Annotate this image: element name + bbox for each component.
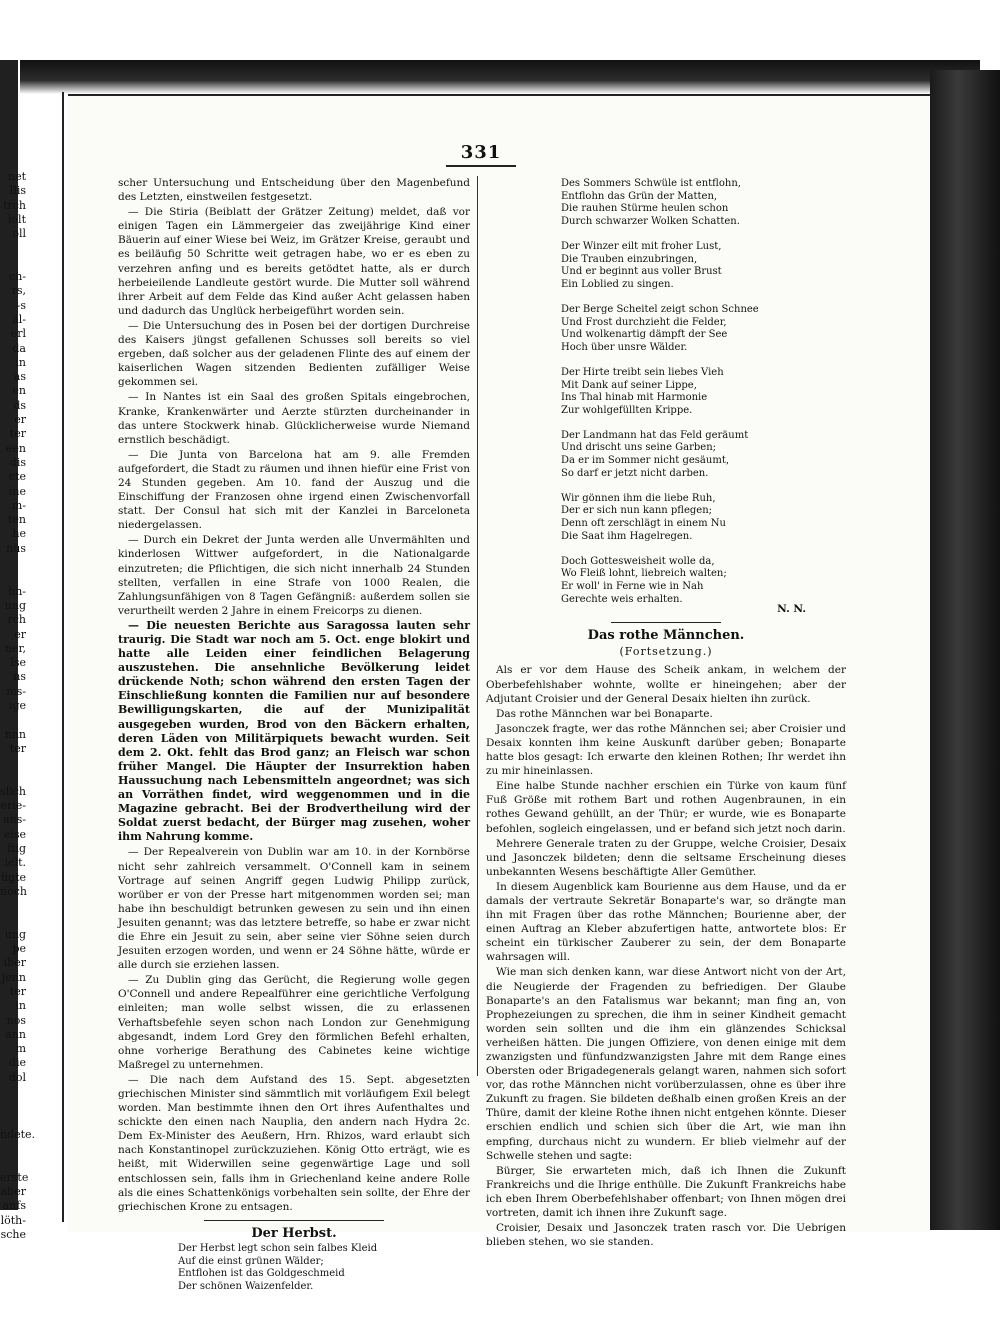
margin-fragment	[0, 770, 26, 784]
news-item: — Zu Dublin ging das Gerücht, die Regierung wolle gegen O'Connell und andere Repealführer eine gerichtliche Verfolgung einleiten; man wolle selbst wissen, die zu erlassenen Verhaftsbefehle seyen schon nach London zur Genehmigung abgesandt, indem Lord Grey den förmlichen Befehl erhalten, ohne vorherige Berathung des Cabinetes keine wichtige Maßregel zu unternehmen.	[118, 974, 470, 1071]
margin-fragment: ügte	[0, 870, 26, 884]
poem-line: Zur wohlgefüllten Krippe.	[561, 404, 693, 416]
margin-fragment: ten	[7, 513, 26, 527]
margin-fragment: slich	[0, 784, 26, 798]
margin-fragment	[0, 556, 26, 570]
news-item: — Die Junta von Barcelona hat am 9. alle Fremden aufgefordert, die Stadt zu räumen und ihnen hiefür eine Frist von 24 Stunden gegeben. Am 10. fand der Auszug und die Einschiffung der Franzosen ohne irgend einen Zwischenvorfall statt. Der Consul hat sich mit der Kanzlei in Barceloneta niedergelassen.	[118, 448, 470, 532]
margin-fragment	[0, 1099, 26, 1113]
story-paragraph: Eine halbe Stunde nachher erschien ein Türke von kaum fünf Fuß Größe mit rothem Bart und rothen Augenbraunen, in ein rothes Gewand gehüllt, an der Thür; er wurde, wie es Bonaparte befohlen, sogleich eingelassen, und er befand sich jetzt noch darin.	[486, 780, 846, 835]
margin-fragment: ung	[4, 598, 26, 612]
poem-line: Die rauhen Stürme heulen schon	[561, 203, 729, 215]
margin-fragment: ner,	[4, 641, 26, 655]
news-item: — Die Stiria (Beiblatt der Grätzer Zeitung) meldet, daß vor einigen Tagen ein Lämmergeier das zweijährige Kind einer Bäuerin auf einer Wiese bei Weiz, im Grätzer Kreise, geraubt und es beiläufig 50 Schritte weit getragen habe, wo er es eben zu verzehren anfing und es bereits getödtet hatte, als er durch herbeieilende Landleute gestört wurde. Die Mutter soll während ihrer Arbeit auf dem Felde das Kind außer Acht gelassen haben und dadurch das Unglück herbeigeführt worden sein.	[118, 206, 470, 317]
margin-fragment: -s	[16, 298, 26, 312]
margin-fragment: erste	[0, 1170, 29, 1184]
news-item: — In Nantes ist ein Saal des großen Spitals eingebrochen, Kranke, Krankenwärter und Aerzte stürzten durcheinander in das untere Stockwerk hinab. Glücklicherweise wurde Niemand ernstlich beschädigt.	[118, 391, 470, 446]
margin-fragment: die	[8, 1056, 26, 1070]
margin-fragment: ielt.	[4, 856, 26, 870]
news-item: — Durch ein Dekret der Junta werden alle Unvermählten und kinderlosen Wittwer aufgefordert, in die Nationalgarde einzutreten; die Pflichtigen, die sich nicht innerhalb 24 Stunden stellten, verfallen in eine Strafe von 1000 Realen, die Zahlungsunfähigen von 8 Tagen Gefängniß: außerdem sollen sie verurtheilt werden 2 Jahre in einem Freicorps zu dienen.	[118, 534, 470, 617]
margin-fragment: dol	[8, 1070, 26, 1084]
story-paragraph: Als er vor dem Hause des Scheik ankam, in welchem der Oberbefehlshaber wohnte, wollte er hineingehen; aber der Adjutant Croisier und der General Desaix hielten ihn zurück.	[486, 664, 846, 705]
margin-fragment: ds	[13, 398, 26, 412]
story-paragraph: Wie man sich denken kann, war diese Antwort nicht von der Art, die Neugierde der Fragenden zu befriedigen. Der Glaube Bonaparte's an den Fatalismus war bekannt; man fing an, von Prophezeiungen zu sprechen, die ihm in seiner Kindheit gemacht worden sein sollten und die ihm ein glänzendes Schicksal verheißen hätten. Die jungen Offiziere, von denen einige mit dem zwanzigsten und fünfundzwanzigsten Jahre mit dem Range eines Obersten oder Brigadegenerals gelangt waren, nahmen sich sofort vor, das rothe Männchen nicht vorüberzulassen, ohne es über ihre Zukunft zu fragen. Sie bildeten deßhalb einen großen Kreis an der Thüre, damit der kleine Rothe ihnen nicht entgehen könnte. Dieser erschien endlich und schien sich über die Art, wie man ihn empfing, durchaus nicht zu wundern. Er blieb vielmehr auf der Schwelle stehen und sagte:	[486, 966, 846, 1162]
poem-line: Denn oft zerschlägt in einem Nu	[561, 518, 726, 530]
poem-line: So darf er jetzt nicht darben.	[561, 467, 709, 479]
margin-fragment: lolt	[7, 212, 26, 226]
newspaper-page	[68, 94, 930, 1292]
margin-fragment: jenn	[1, 970, 26, 984]
saragossa-report: — Die neuesten Berichte aus Saragossa lauten sehr traurig. Die Stadt war noch am 5. Oct. enge blokirt und hatte alle Leiden einer feindlichen Belagerung auszustehen. Die ansehnliche Bevölkerung leidet drückende Noth; schon während den ersten Tagen der Einschließung konnten die Familien nur auf besondere Bewilligungskarten, die auf der Munizipalität ausgegeben wurden, Brod von den Bäckern erhalten, deren Läden von Militärpiquets bewacht wurden. Seit dem 2. Okt. fehlt das Brod ganz; an Fleisch war schon früher Mangel. Die Häupter der Insurrektion haben Haussuchung nach Lebensmitteln angeordnet; was sich an Vorräthen findet, wird weggenommen und in die Magazine gebracht. Bei der Brodvertheilung wird der Soldat zuerst bedacht, der Bürger mag zusehen, woher ihm Nahrung komme.	[118, 618, 470, 844]
news-item: — Der Repealverein von Dublin war am 10. in der Kornbörse nicht sehr zahlreich versammelt. O'Connell kam in seinem Vortrage auf seinen Angriff gegen Ludwig Philipp zurück, worüber er von der Presse hart mitgenommen worden sei; man habe ihn beschuldigt betrunken gewesen zu sein und ihn einen Jesuiten genannt; was das letztere betreffe, so habe er zwar nicht die Ehre ein Jesuit zu sein, aber seine vier Söhne seien durch Jesuiten erzogen worden, und wenn er 24 Söhne hätte, würde er alle durch sie erziehen lassen.	[118, 846, 470, 972]
margin-fragment: ter	[9, 427, 26, 441]
margin-fragment: ter	[9, 741, 26, 755]
margin-fragment: aber	[0, 1185, 26, 1199]
margin-fragment: ann	[5, 1027, 26, 1041]
margin-fragment: ine	[8, 484, 26, 498]
margin-fragment: in	[15, 355, 26, 369]
margin-fragment: m	[15, 1042, 26, 1056]
margin-fragment: erie-	[0, 799, 26, 813]
poem-line: Er woll' in Ferne wie in Nah	[561, 581, 704, 592]
margin-fragment: trch	[3, 198, 26, 212]
margin-fragment: rs,	[11, 284, 26, 298]
margin-fragment: löth-	[0, 1213, 26, 1227]
margin-fragment: iber	[3, 956, 26, 970]
margin-fragment	[0, 1114, 26, 1128]
herbst-poem	[178, 1243, 470, 1293]
margin-fragment	[0, 899, 26, 913]
story-title: Das rothe Männchen.	[587, 628, 745, 644]
news-item: — Die nach dem Aufstand des 15. Sept. abgesetzten griechischen Minister sind sämmtlich mit vorläufigem Exil belegt worden. Man bestimmte ihnen den Ort ihres Aufenthaltes und schickte den einen nach Nauplia, den andern nach Hydra 2c. Dem Ex-Minister des Aeußern, Hrn. Rhizos, ward erlaubt sich nach Konstantinopel zurückzuziehen. König Otto erträgt, wie es heißt, mit Widerwillen seine gegenwärtige Lage und soll entschlossen sein, falls ihm in Griechenland keine andere Rolle als die eines Schattenkönigs vorbehalten sein sollte, der Ehre der griechischen Krone zu entsagen.	[118, 1073, 470, 1213]
poem-line: Durch schwarzer Wolken Schatten.	[561, 215, 740, 227]
poem-line: Ins Thal hinab mit Harmonie	[561, 392, 708, 404]
margin-fragment: in	[15, 999, 26, 1013]
poem-line: Wo Fleiß lohnt, liebreich walten;	[561, 568, 727, 580]
poem-line: Mit Dank auf seiner Lippe,	[561, 379, 697, 391]
margin-fragment	[0, 756, 26, 770]
poem-line: Die Trauben einzubringen,	[561, 253, 698, 265]
news-item: — Die Untersuchung des in Posen bei der dortigen Durchreise des Kaisers jüngst gefallenen Schusses soll bereits so viel ergeben, daß solcher aus der geladenen Flinte des auf einem der kaiserlichen Wagen sitzenden Bedienten zufälliger Weise gekommen sei.	[118, 319, 470, 389]
margin-fragment: er	[14, 413, 26, 427]
margin-fragment: noch	[0, 884, 27, 898]
margin-fragment: een	[5, 441, 26, 455]
column-divider	[477, 176, 478, 1076]
poem-line	[561, 291, 846, 304]
poem-line: Der Hirte treibt sein liebes Vieh	[561, 366, 724, 378]
story-paragraph: Das rothe Männchen war bei Bonaparte.	[496, 707, 713, 720]
story-subtitle: (Fortsetzung.)	[619, 645, 713, 659]
poem-line: Der Berge Scheitel zeigt schon Schnee	[561, 303, 759, 315]
poem-line: Auf die einst grünen Wälder;	[178, 1255, 324, 1267]
margin-fragment: ndete.	[0, 1127, 36, 1141]
margin-fragment	[0, 241, 26, 255]
poem-line: Entflohen ist das Goldgeschmeid	[178, 1268, 345, 1280]
poem-signature: N. N.	[777, 603, 806, 616]
margin-fragment: ung	[4, 927, 26, 941]
margin-fragment	[0, 1085, 26, 1099]
poem-line: Die Saat ihm Hagelregen.	[561, 530, 693, 542]
poem-line	[561, 228, 846, 241]
margin-fragment: ftig	[6, 841, 26, 855]
margin-fragment: nüs	[6, 541, 26, 555]
poem-line: Und Frost durchzieht die Felder,	[561, 316, 727, 328]
margin-fragment: rch	[7, 613, 26, 627]
poem-line: Der Landmann hat das Feld geräumt	[561, 429, 749, 441]
page-spine	[62, 92, 64, 1222]
margin-fragment	[0, 570, 26, 584]
poem-line: Hoch über unsre Wälder.	[561, 341, 688, 353]
margin-fragment: ms-	[6, 684, 26, 698]
margin-fragment: ige	[8, 698, 26, 712]
scan-shadow-top	[20, 60, 980, 94]
margin-fragment	[0, 1142, 26, 1156]
poem-line: Und drischt uns seine Garben;	[561, 442, 717, 454]
left-column	[118, 176, 470, 1303]
poem-line: Und wolkenartig dämpft der See	[561, 329, 728, 341]
poem-line	[561, 543, 846, 556]
poem-line: Der Herbst legt schon sein falbes Kleid	[178, 1242, 378, 1254]
poem-line	[561, 354, 846, 367]
story-paragraph: Mehrere Generale traten zu der Gruppe, welche Croisier, Desaix und Jasonczek bildeten; denn die seltsame Erscheinung dieses unbekannten Wesens beschäftigte Aller Gemüther.	[486, 837, 846, 878]
poem-line: Da er im Sommer nicht gesäumt,	[561, 455, 730, 467]
poem-line	[561, 417, 846, 430]
poem-line: Entflohn das Grün der Matten,	[561, 190, 718, 202]
herbst-poem-continued	[561, 178, 846, 606]
page-number: 331	[446, 142, 516, 167]
poem-line: Der Winzer eilt mit froher Lust,	[561, 240, 722, 252]
margin-fragment: llis	[9, 184, 26, 198]
scan-shadow-right	[930, 70, 1000, 1230]
poem-line	[561, 480, 846, 493]
poem-line: Der schönen Waizenfelder.	[178, 1280, 314, 1292]
margin-fragment: oll	[12, 227, 26, 241]
poem-line: Doch Gottesweisheit wolle da,	[561, 555, 715, 567]
margin-fragment: he	[12, 527, 26, 541]
poem-line: Des Sommers Schwüle ist entflohn,	[561, 178, 741, 189]
section-divider	[204, 1220, 384, 1221]
section-divider	[611, 622, 721, 623]
margin-fragment: nnn	[4, 727, 26, 741]
margin-fragment: cte	[8, 470, 26, 484]
story-paragraph: In diesem Augenblick kam Bourienne aus dem Hause, und da er damals der vertraute Sekretär Bonaparte's war, so drängte man ihn mit Fragen über das rothe Männchen; Bourienne aber, der einen Auftrag an Kleber abzufertigen hatte, antwortete blos: Er scheint ein türkischer Zauberer zu sein, der dem Bonaparte wahrsagen will.	[486, 880, 846, 964]
margin-fragment: ans-	[2, 813, 26, 827]
margin-fragment	[0, 1156, 26, 1170]
story-paragraph: Jasonczek fragte, wer das rothe Männchen sei; aber Croisier und Desaix konnten ihm keine Auskunft darüber geben; Bonaparte hatte blos gesagt: Ich erwarte den kleinen Rothen; Ihr werdet ihn zu mir hineinlassen.	[486, 722, 846, 778]
poem-line: Und er beginnt aus voller Brust	[561, 266, 722, 278]
right-column	[486, 176, 846, 1250]
story-paragraph: Croisier, Desaix und Jasonczek traten rasch vor. Die Uebrigen blieben stehen, wo sie standen.	[486, 1222, 846, 1249]
margin-fragment: pe	[12, 942, 26, 956]
margin-fragment: ch-	[9, 270, 26, 284]
margin-fragment: sche	[0, 1227, 26, 1241]
margin-fragment	[0, 256, 26, 270]
margin-fragment: hn-	[8, 584, 26, 598]
margin-fragment: äl-	[12, 312, 26, 326]
margin-fragment: nos	[6, 1013, 26, 1027]
margin-fragment: erl	[10, 327, 26, 341]
story-paragraph: Bürger, Sie erwarteten mich, daß ich Ihnen die Zukunft Frankreichs und die Ihrige enthülle. Die Zukunft Frankreichs habe ich eben Ihrem Oberbefehlshaber offenbart; von Ihnen mögen drei vortreten, damit ich ihnen ihre Zukunft sage.	[486, 1164, 846, 1220]
margin-fragment: dis	[9, 455, 26, 469]
margin-fragment: er	[14, 627, 26, 641]
poem-line: Der er sich nun kann pflegen;	[561, 505, 713, 517]
facing-page-fragments	[0, 170, 36, 1241]
margin-fragment	[0, 913, 26, 927]
margin-fragment: anfs	[2, 1199, 26, 1213]
margin-fragment: as	[13, 370, 26, 384]
margin-fragment: da	[12, 341, 26, 355]
margin-fragment: ter	[9, 984, 26, 998]
poem-line: Gerechte weis erhalten.	[561, 593, 683, 605]
continued-paragraph: scher Untersuchung und Entscheidung über den Magenbefund des Letzten, einstweilen festgesetzt.	[118, 177, 470, 204]
margin-fragment: en	[12, 384, 26, 398]
margin-fragment: m-	[11, 498, 26, 512]
margin-fragment: net	[7, 170, 26, 183]
margin-fragment: lse	[10, 656, 26, 670]
margin-fragment	[0, 713, 26, 727]
poem-line: Wir gönnen ihm die liebe Ruh,	[561, 492, 716, 504]
margin-fragment: eise	[3, 827, 26, 841]
herbst-title: Der Herbst.	[251, 1225, 337, 1241]
poem-line: Ein Loblied zu singen.	[561, 278, 674, 290]
margin-fragment: ns	[13, 670, 26, 684]
